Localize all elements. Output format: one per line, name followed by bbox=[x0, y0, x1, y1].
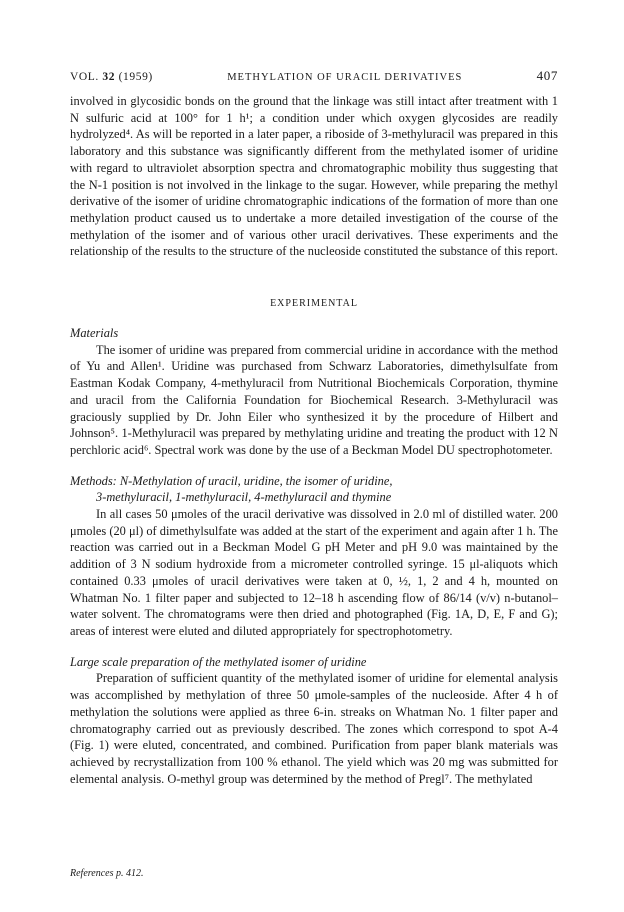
large-scale-paragraph: Preparation of sufficient quantity of the methylated isomer of uridine for elemental analysis was accomplished by methylation of three 50 μmole-samples of the nucleoside. After 4 h of methylation the solutions were applied as three 6-in. streaks on Whatman No. 1 filter paper and chromatography carried out as previously described. The zones which correspond to spot A-4 (Fig. 1) were eluted, concentrated, and combined. Purification from paper blank materials was achieved by recrystallization from 100 % ethanol. The yield which was 20 mg was submitted for elemental analysis. O-methyl group was determined by the method of Pregl⁷. The methylated bbox=[70, 671, 558, 786]
large-scale-heading: Large scale preparation of the methylated isomer of uridine bbox=[70, 654, 367, 669]
methods-paragraph: In all cases 50 μmoles of the uracil derivative was dissolved in 2.0 ml of distilled water. 200 μmoles (20 μl) of dimethylsulfate was added at the start of the experiment and again after 1 h. The reaction was carried out in a Beckman Model G pH Meter and pH 9.0 was maintained by the addition of 3 N sodium hydroxide from a micrometer controlled syringe. 15 μl-aliquots which contained 0.33 μmoles of uracil derivatives were taken at 0, ½, 1, 2 and 4 h, mounted on Whatman No. 1 filter paper and subjected to 12–18 h ascending flow of 86/14 (v/v) n-butanol–water solvent. The chromatograms were then dried and photographed (Fig. 1A, D, E, F and G); areas of interest were eluted and diluted appropriately for spectrophotometry. bbox=[70, 507, 558, 638]
methods-heading-line2: 3-methyluracil, 1-methyluracil, 4-methyluracil and thymine bbox=[96, 490, 392, 505]
volume-year: (1959) bbox=[118, 71, 153, 83]
materials-paragraph: The isomer of uridine was prepared from commercial uridine in accordance with the method of Yu and Allen¹. Uridine was purchased from Schwarz Laboratories, dimethylsulfate from Eastman Kodak Company, 4-methyluracil from Nutritional Biochemicals Corporation, thymine and uracil from the California Foundation for Biochemical Research. 3-Methyluracil was graciously supplied by Dr. John Eiler who synthesized it by the procedure of Hilbert and Johnson⁵. 1-Methyluracil was prepared by methylating uridine and treating the product with 12 N perchloric acid⁶. Spectral work was done by the use of a Beckman Model DU spectrophotometer. bbox=[70, 342, 558, 457]
materials-heading: Materials bbox=[70, 326, 119, 341]
methods-heading-line1: Methods: N-Methylation of uracil, uridine, the isomer of uridine, bbox=[70, 473, 393, 488]
references-footnote: References p. 412. bbox=[70, 868, 144, 879]
running-head bbox=[70, 68, 558, 84]
volume-number: 32 bbox=[102, 71, 116, 83]
article-body bbox=[70, 93, 558, 787]
running-title: METHYLATION OF URACIL DERIVATIVES bbox=[227, 72, 463, 83]
volume-info bbox=[70, 71, 153, 83]
intro-paragraph: involved in glycosidic bonds on the ground that the linkage was still intact after treatment with 1 N sulfuric acid at 100° for 1 h¹; a condition under which oxygen glycosides are readily hydrolyzed⁴. As will be reported in a later paper, a riboside of 3-methyluracil was prepared in this laboratory and this substance was significantly different from the methylated isomer of uridine with regard to ultraviolet absorption spectra and chromatographic mobility thus suggesting that the N-1 position is not involved in the linkage to the sugar. However, while preparing the methyl derivative of the isomer of uridine chromatographic indications of the formation of more than one methylation product caused us to undertake a more detailed investigation of the course of the methylation of the isomer and of various other uracil derivatives. These experiments and the relationship of the results to the structure of the nucleoside constituted the substance of this report. bbox=[70, 94, 558, 259]
experimental-heading: EXPERIMENTAL bbox=[270, 298, 358, 310]
page-number: 407 bbox=[536, 68, 558, 83]
volume-label: VOL. bbox=[70, 71, 99, 83]
methods-heading bbox=[70, 473, 558, 506]
